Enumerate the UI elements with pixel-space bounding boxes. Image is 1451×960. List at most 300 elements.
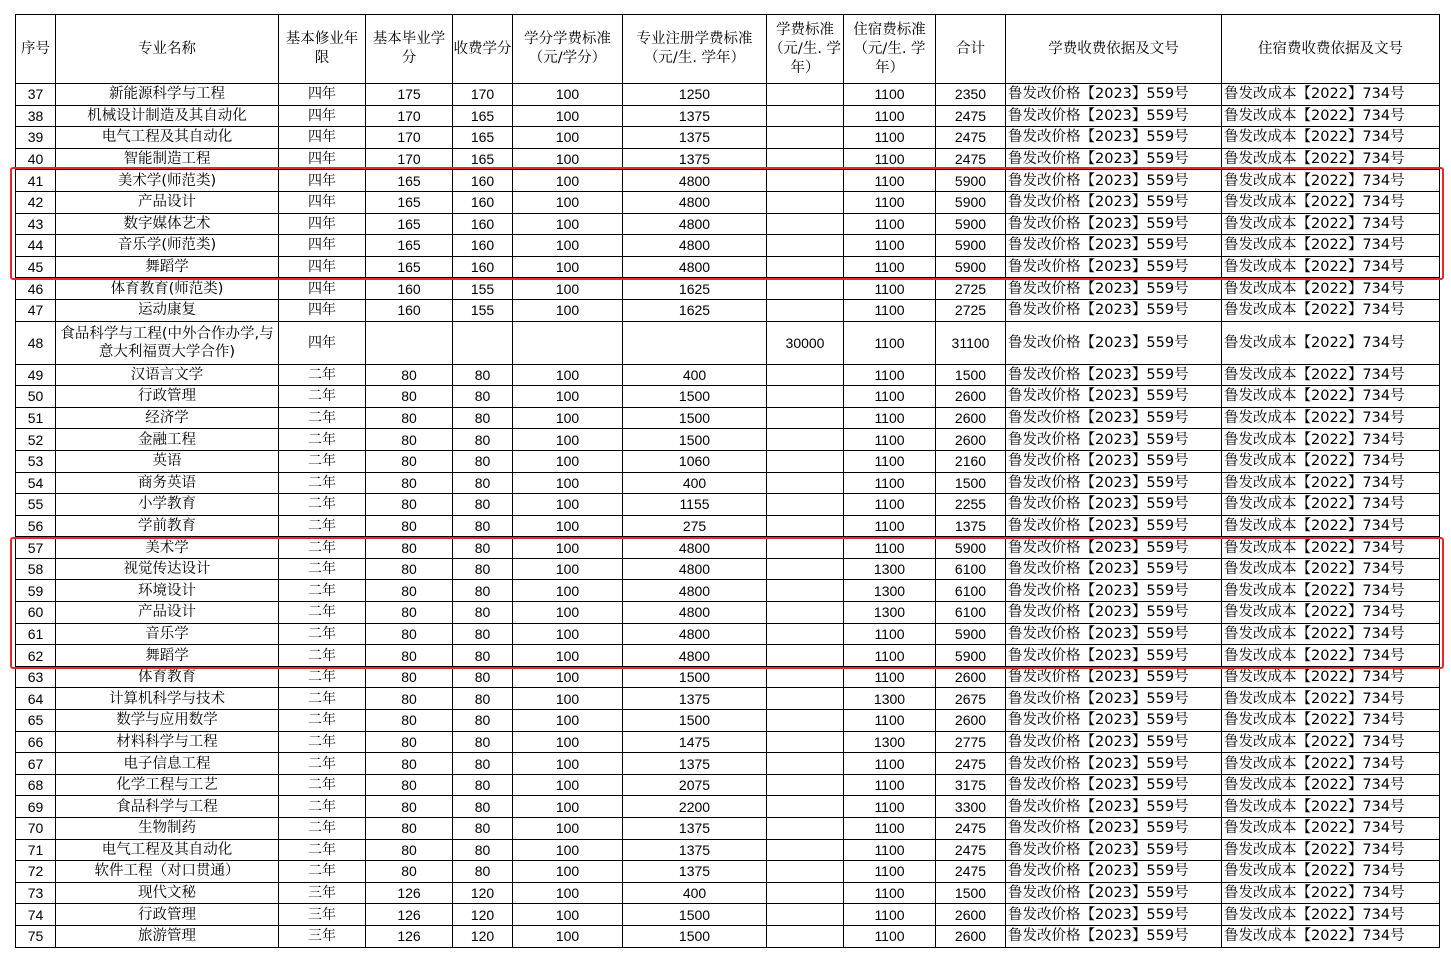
cell-dorm: 1100 [844, 774, 936, 796]
cell-dorm: 1100 [844, 472, 936, 494]
cell-reg-fee: 1625 [623, 299, 767, 321]
cell-tuition-doc: 鲁发改价格【2023】559号 [1006, 148, 1222, 170]
cell-grad-credits: 165 [366, 235, 453, 257]
cell-years: 四年 [279, 105, 366, 127]
cell-years: 二年 [279, 710, 366, 732]
cell-credit-fee: 100 [513, 537, 623, 559]
cell-tuition [767, 666, 844, 688]
cell-tuition [767, 191, 844, 213]
cell-name: 化学工程与工艺 [56, 774, 279, 796]
cell-tuition [767, 235, 844, 257]
cell-tuition-doc: 鲁发改价格【2023】559号 [1006, 925, 1222, 947]
cell-tuition-doc: 鲁发改价格【2023】559号 [1006, 580, 1222, 602]
cell-fee-credits: 80 [453, 407, 513, 429]
header-tuition-doc: 学费收费依据及文号 [1006, 15, 1222, 84]
cell-name: 商务英语 [56, 472, 279, 494]
cell-no: 42 [16, 191, 56, 213]
cell-no: 45 [16, 256, 56, 278]
cell-tuition-doc: 鲁发改价格【2023】559号 [1006, 710, 1222, 732]
cell-fee-credits: 80 [453, 861, 513, 883]
cell-dorm: 1300 [844, 558, 936, 580]
cell-tuition-doc: 鲁发改价格【2023】559号 [1006, 256, 1222, 278]
cell-no: 50 [16, 386, 56, 408]
cell-dorm-doc: 鲁发改成本【2022】734号 [1222, 688, 1440, 710]
cell-no: 51 [16, 407, 56, 429]
cell-name: 经济学 [56, 407, 279, 429]
cell-dorm-doc: 鲁发改成本【2022】734号 [1222, 623, 1440, 645]
cell-dorm-doc: 鲁发改成本【2022】734号 [1222, 170, 1440, 192]
cell-tuition [767, 278, 844, 300]
cell-dorm-doc: 鲁发改成本【2022】734号 [1222, 494, 1440, 516]
cell-years: 四年 [279, 170, 366, 192]
cell-dorm-doc: 鲁发改成本【2022】734号 [1222, 105, 1440, 127]
table-row [16, 602, 1440, 624]
cell-credit-fee: 100 [513, 731, 623, 753]
table-row [16, 105, 1440, 127]
cell-grad-credits: 80 [366, 861, 453, 883]
cell-grad-credits [366, 321, 453, 364]
table-row [16, 170, 1440, 192]
cell-years: 二年 [279, 666, 366, 688]
cell-dorm: 1100 [844, 321, 936, 364]
cell-name: 电气工程及其自动化 [56, 839, 279, 861]
cell-tuition-doc: 鲁发改价格【2023】559号 [1006, 558, 1222, 580]
cell-credit-fee: 100 [513, 623, 623, 645]
cell-tuition [767, 710, 844, 732]
cell-total: 2475 [936, 127, 1006, 149]
cell-fee-credits: 80 [453, 688, 513, 710]
cell-dorm: 1100 [844, 278, 936, 300]
cell-fee-credits: 80 [453, 537, 513, 559]
cell-name: 旅游管理 [56, 925, 279, 947]
cell-years: 二年 [279, 450, 366, 472]
cell-tuition-doc: 鲁发改价格【2023】559号 [1006, 170, 1222, 192]
cell-dorm-doc: 鲁发改成本【2022】734号 [1222, 925, 1440, 947]
cell-name: 机械设计制造及其自动化 [56, 105, 279, 127]
cell-tuition-doc: 鲁发改价格【2023】559号 [1006, 321, 1222, 364]
cell-dorm: 1100 [844, 645, 936, 667]
cell-name: 生物制药 [56, 818, 279, 840]
cell-credit-fee: 100 [513, 753, 623, 775]
table-row [16, 321, 1440, 364]
cell-dorm: 1100 [844, 710, 936, 732]
cell-total: 2475 [936, 839, 1006, 861]
cell-name: 金融工程 [56, 429, 279, 451]
cell-tuition-doc: 鲁发改价格【2023】559号 [1006, 127, 1222, 149]
cell-name: 小学教育 [56, 494, 279, 516]
cell-dorm-doc: 鲁发改成本【2022】734号 [1222, 796, 1440, 818]
cell-total: 5900 [936, 623, 1006, 645]
cell-total: 5900 [936, 256, 1006, 278]
cell-reg-fee: 1375 [623, 753, 767, 775]
cell-tuition [767, 731, 844, 753]
cell-name: 电子信息工程 [56, 753, 279, 775]
cell-dorm-doc: 鲁发改成本【2022】734号 [1222, 321, 1440, 364]
table-row [16, 558, 1440, 580]
table-row [16, 537, 1440, 559]
cell-years: 四年 [279, 213, 366, 235]
fee-table [15, 14, 1440, 948]
cell-dorm-doc: 鲁发改成本【2022】734号 [1222, 278, 1440, 300]
cell-years: 二年 [279, 537, 366, 559]
cell-reg-fee: 400 [623, 364, 767, 386]
cell-name: 学前教育 [56, 515, 279, 537]
cell-dorm-doc: 鲁发改成本【2022】734号 [1222, 235, 1440, 257]
cell-credit-fee: 100 [513, 580, 623, 602]
cell-credit-fee: 100 [513, 710, 623, 732]
cell-reg-fee: 4800 [623, 170, 767, 192]
cell-grad-credits: 80 [366, 450, 453, 472]
cell-grad-credits: 126 [366, 925, 453, 947]
cell-years: 二年 [279, 558, 366, 580]
cell-dorm: 1100 [844, 839, 936, 861]
cell-tuition [767, 386, 844, 408]
cell-total: 3175 [936, 774, 1006, 796]
cell-tuition-doc: 鲁发改价格【2023】559号 [1006, 429, 1222, 451]
cell-total: 2160 [936, 450, 1006, 472]
cell-tuition-doc: 鲁发改价格【2023】559号 [1006, 235, 1222, 257]
cell-credit-fee: 100 [513, 429, 623, 451]
cell-dorm: 1100 [844, 515, 936, 537]
cell-no: 41 [16, 170, 56, 192]
cell-no: 37 [16, 84, 56, 106]
cell-dorm-doc: 鲁发改成本【2022】734号 [1222, 818, 1440, 840]
cell-fee-credits: 80 [453, 839, 513, 861]
cell-name: 现代文秘 [56, 882, 279, 904]
cell-credit-fee: 100 [513, 256, 623, 278]
cell-reg-fee: 1475 [623, 731, 767, 753]
cell-fee-credits: 170 [453, 84, 513, 106]
cell-tuition-doc: 鲁发改价格【2023】559号 [1006, 602, 1222, 624]
cell-name: 音乐学(师范类) [56, 235, 279, 257]
cell-fee-credits: 80 [453, 731, 513, 753]
cell-total: 2600 [936, 666, 1006, 688]
cell-total: 1500 [936, 364, 1006, 386]
cell-fee-credits: 120 [453, 925, 513, 947]
table-row [16, 666, 1440, 688]
cell-tuition [767, 904, 844, 926]
cell-dorm-doc: 鲁发改成本【2022】734号 [1222, 882, 1440, 904]
cell-dorm-doc: 鲁发改成本【2022】734号 [1222, 213, 1440, 235]
cell-years: 二年 [279, 688, 366, 710]
cell-no: 47 [16, 299, 56, 321]
cell-tuition [767, 407, 844, 429]
cell-dorm: 1100 [844, 818, 936, 840]
cell-tuition [767, 450, 844, 472]
cell-total: 1500 [936, 472, 1006, 494]
table-row [16, 235, 1440, 257]
table-row [16, 191, 1440, 213]
table-row [16, 148, 1440, 170]
cell-tuition-doc: 鲁发改价格【2023】559号 [1006, 882, 1222, 904]
cell-credit-fee: 100 [513, 602, 623, 624]
cell-total: 2475 [936, 818, 1006, 840]
cell-dorm-doc: 鲁发改成本【2022】734号 [1222, 558, 1440, 580]
table-row [16, 278, 1440, 300]
cell-dorm-doc: 鲁发改成本【2022】734号 [1222, 537, 1440, 559]
cell-reg-fee: 1375 [623, 818, 767, 840]
cell-total: 2600 [936, 407, 1006, 429]
cell-tuition: 30000 [767, 321, 844, 364]
cell-no: 39 [16, 127, 56, 149]
cell-fee-credits: 80 [453, 753, 513, 775]
cell-years: 二年 [279, 861, 366, 883]
cell-reg-fee [623, 321, 767, 364]
cell-credit-fee: 100 [513, 299, 623, 321]
cell-credit-fee: 100 [513, 235, 623, 257]
table-row [16, 386, 1440, 408]
cell-years: 四年 [279, 148, 366, 170]
cell-reg-fee: 4800 [623, 602, 767, 624]
table-row [16, 84, 1440, 106]
header-no: 序号 [16, 15, 56, 84]
cell-years: 四年 [279, 321, 366, 364]
cell-credit-fee: 100 [513, 494, 623, 516]
cell-name: 音乐学 [56, 623, 279, 645]
cell-fee-credits: 80 [453, 558, 513, 580]
table-row [16, 623, 1440, 645]
cell-tuition-doc: 鲁发改价格【2023】559号 [1006, 537, 1222, 559]
cell-total: 5900 [936, 645, 1006, 667]
cell-grad-credits: 80 [366, 364, 453, 386]
cell-dorm: 1100 [844, 299, 936, 321]
cell-no: 59 [16, 580, 56, 602]
cell-total: 2475 [936, 105, 1006, 127]
cell-grad-credits: 170 [366, 148, 453, 170]
cell-no: 62 [16, 645, 56, 667]
cell-credit-fee: 100 [513, 364, 623, 386]
table-row [16, 710, 1440, 732]
cell-credit-fee: 100 [513, 472, 623, 494]
cell-no: 65 [16, 710, 56, 732]
cell-name: 体育教育(师范类) [56, 278, 279, 300]
cell-name: 舞蹈学 [56, 256, 279, 278]
cell-years: 三年 [279, 904, 366, 926]
cell-grad-credits: 80 [366, 818, 453, 840]
cell-tuition [767, 213, 844, 235]
cell-grad-credits: 80 [366, 666, 453, 688]
cell-grad-credits: 165 [366, 191, 453, 213]
cell-name: 数字媒体艺术 [56, 213, 279, 235]
cell-credit-fee: 100 [513, 148, 623, 170]
cell-reg-fee: 1500 [623, 925, 767, 947]
cell-years: 四年 [279, 191, 366, 213]
cell-grad-credits: 165 [366, 213, 453, 235]
cell-no: 46 [16, 278, 56, 300]
cell-no: 56 [16, 515, 56, 537]
cell-tuition [767, 882, 844, 904]
cell-tuition-doc: 鲁发改价格【2023】559号 [1006, 731, 1222, 753]
cell-name: 数学与应用数学 [56, 710, 279, 732]
cell-no: 55 [16, 494, 56, 516]
cell-no: 54 [16, 472, 56, 494]
cell-fee-credits: 80 [453, 666, 513, 688]
cell-name: 美术学(师范类) [56, 170, 279, 192]
table-row [16, 774, 1440, 796]
cell-dorm-doc: 鲁发改成本【2022】734号 [1222, 753, 1440, 775]
cell-reg-fee: 400 [623, 472, 767, 494]
table-row [16, 904, 1440, 926]
cell-tuition [767, 861, 844, 883]
cell-dorm-doc: 鲁发改成本【2022】734号 [1222, 645, 1440, 667]
cell-grad-credits: 80 [366, 839, 453, 861]
cell-no: 63 [16, 666, 56, 688]
cell-grad-credits: 80 [366, 796, 453, 818]
cell-no: 70 [16, 818, 56, 840]
cell-fee-credits: 155 [453, 278, 513, 300]
cell-dorm: 1100 [844, 623, 936, 645]
cell-tuition [767, 494, 844, 516]
cell-years: 二年 [279, 472, 366, 494]
cell-tuition-doc: 鲁发改价格【2023】559号 [1006, 818, 1222, 840]
cell-dorm: 1100 [844, 537, 936, 559]
cell-grad-credits: 80 [366, 623, 453, 645]
cell-grad-credits: 80 [366, 429, 453, 451]
cell-credit-fee: 100 [513, 925, 623, 947]
cell-credit-fee: 100 [513, 882, 623, 904]
cell-fee-credits: 160 [453, 170, 513, 192]
cell-dorm: 1100 [844, 494, 936, 516]
cell-grad-credits: 80 [366, 472, 453, 494]
table-row [16, 429, 1440, 451]
cell-total: 6100 [936, 602, 1006, 624]
cell-credit-fee: 100 [513, 688, 623, 710]
cell-fee-credits: 160 [453, 235, 513, 257]
cell-grad-credits: 126 [366, 882, 453, 904]
cell-grad-credits: 165 [366, 256, 453, 278]
cell-no: 40 [16, 148, 56, 170]
cell-years: 四年 [279, 127, 366, 149]
cell-tuition [767, 645, 844, 667]
cell-credit-fee: 100 [513, 796, 623, 818]
cell-reg-fee: 1375 [623, 861, 767, 883]
cell-reg-fee: 1500 [623, 666, 767, 688]
cell-reg-fee: 1375 [623, 688, 767, 710]
cell-name: 智能制造工程 [56, 148, 279, 170]
cell-no: 74 [16, 904, 56, 926]
cell-grad-credits: 80 [366, 537, 453, 559]
cell-reg-fee: 4800 [623, 623, 767, 645]
cell-dorm-doc: 鲁发改成本【2022】734号 [1222, 84, 1440, 106]
cell-reg-fee: 1155 [623, 494, 767, 516]
cell-tuition [767, 623, 844, 645]
cell-fee-credits: 165 [453, 127, 513, 149]
cell-tuition [767, 429, 844, 451]
header-dorm: 住宿费标准（元/生. 学年） [844, 15, 936, 84]
cell-name: 舞蹈学 [56, 645, 279, 667]
cell-fee-credits: 80 [453, 364, 513, 386]
cell-years: 二年 [279, 407, 366, 429]
cell-tuition-doc: 鲁发改价格【2023】559号 [1006, 839, 1222, 861]
cell-tuition-doc: 鲁发改价格【2023】559号 [1006, 494, 1222, 516]
cell-years: 二年 [279, 839, 366, 861]
cell-no: 52 [16, 429, 56, 451]
cell-no: 49 [16, 364, 56, 386]
cell-years: 二年 [279, 602, 366, 624]
cell-fee-credits: 80 [453, 623, 513, 645]
cell-tuition [767, 580, 844, 602]
cell-dorm: 1100 [844, 925, 936, 947]
cell-tuition-doc: 鲁发改价格【2023】559号 [1006, 796, 1222, 818]
cell-total: 2600 [936, 386, 1006, 408]
cell-tuition [767, 299, 844, 321]
cell-tuition-doc: 鲁发改价格【2023】559号 [1006, 191, 1222, 213]
cell-tuition [767, 839, 844, 861]
cell-dorm-doc: 鲁发改成本【2022】734号 [1222, 666, 1440, 688]
cell-dorm: 1100 [844, 148, 936, 170]
cell-no: 67 [16, 753, 56, 775]
cell-fee-credits: 80 [453, 710, 513, 732]
cell-grad-credits: 80 [366, 407, 453, 429]
cell-credit-fee: 100 [513, 105, 623, 127]
cell-no: 61 [16, 623, 56, 645]
cell-no: 48 [16, 321, 56, 364]
cell-fee-credits: 80 [453, 796, 513, 818]
cell-credit-fee: 100 [513, 278, 623, 300]
cell-years: 二年 [279, 753, 366, 775]
cell-reg-fee: 4800 [623, 213, 767, 235]
cell-name: 软件工程（对口贯通） [56, 861, 279, 883]
cell-reg-fee: 1060 [623, 450, 767, 472]
cell-fee-credits: 120 [453, 904, 513, 926]
cell-credit-fee: 100 [513, 861, 623, 883]
cell-dorm: 1300 [844, 580, 936, 602]
cell-tuition [767, 148, 844, 170]
cell-name: 环境设计 [56, 580, 279, 602]
cell-tuition [767, 774, 844, 796]
cell-fee-credits: 160 [453, 213, 513, 235]
cell-dorm: 1100 [844, 191, 936, 213]
cell-tuition [767, 105, 844, 127]
cell-tuition [767, 515, 844, 537]
cell-fee-credits: 80 [453, 818, 513, 840]
table-row [16, 882, 1440, 904]
cell-dorm-doc: 鲁发改成本【2022】734号 [1222, 256, 1440, 278]
table-row [16, 364, 1440, 386]
cell-dorm-doc: 鲁发改成本【2022】734号 [1222, 148, 1440, 170]
cell-tuition-doc: 鲁发改价格【2023】559号 [1006, 904, 1222, 926]
cell-total: 2475 [936, 861, 1006, 883]
cell-years: 二年 [279, 580, 366, 602]
table-row [16, 256, 1440, 278]
cell-grad-credits: 80 [366, 558, 453, 580]
cell-total: 2675 [936, 688, 1006, 710]
cell-dorm-doc: 鲁发改成本【2022】734号 [1222, 386, 1440, 408]
cell-reg-fee: 4800 [623, 235, 767, 257]
cell-credit-fee: 100 [513, 666, 623, 688]
cell-years: 二年 [279, 645, 366, 667]
table-row [16, 645, 1440, 667]
cell-total: 5900 [936, 213, 1006, 235]
cell-reg-fee: 4800 [623, 537, 767, 559]
cell-total: 2725 [936, 299, 1006, 321]
cell-grad-credits: 80 [366, 494, 453, 516]
cell-fee-credits [453, 321, 513, 364]
cell-years: 四年 [279, 278, 366, 300]
cell-total: 6100 [936, 558, 1006, 580]
cell-grad-credits: 80 [366, 753, 453, 775]
cell-dorm: 1100 [844, 753, 936, 775]
header-credit-fee: 学分学费标准（元/学分） [513, 15, 623, 84]
cell-dorm: 1100 [844, 407, 936, 429]
cell-tuition-doc: 鲁发改价格【2023】559号 [1006, 278, 1222, 300]
cell-total: 2475 [936, 753, 1006, 775]
cell-fee-credits: 80 [453, 515, 513, 537]
cell-tuition-doc: 鲁发改价格【2023】559号 [1006, 450, 1222, 472]
cell-tuition-doc: 鲁发改价格【2023】559号 [1006, 299, 1222, 321]
table-row [16, 796, 1440, 818]
cell-tuition-doc: 鲁发改价格【2023】559号 [1006, 688, 1222, 710]
